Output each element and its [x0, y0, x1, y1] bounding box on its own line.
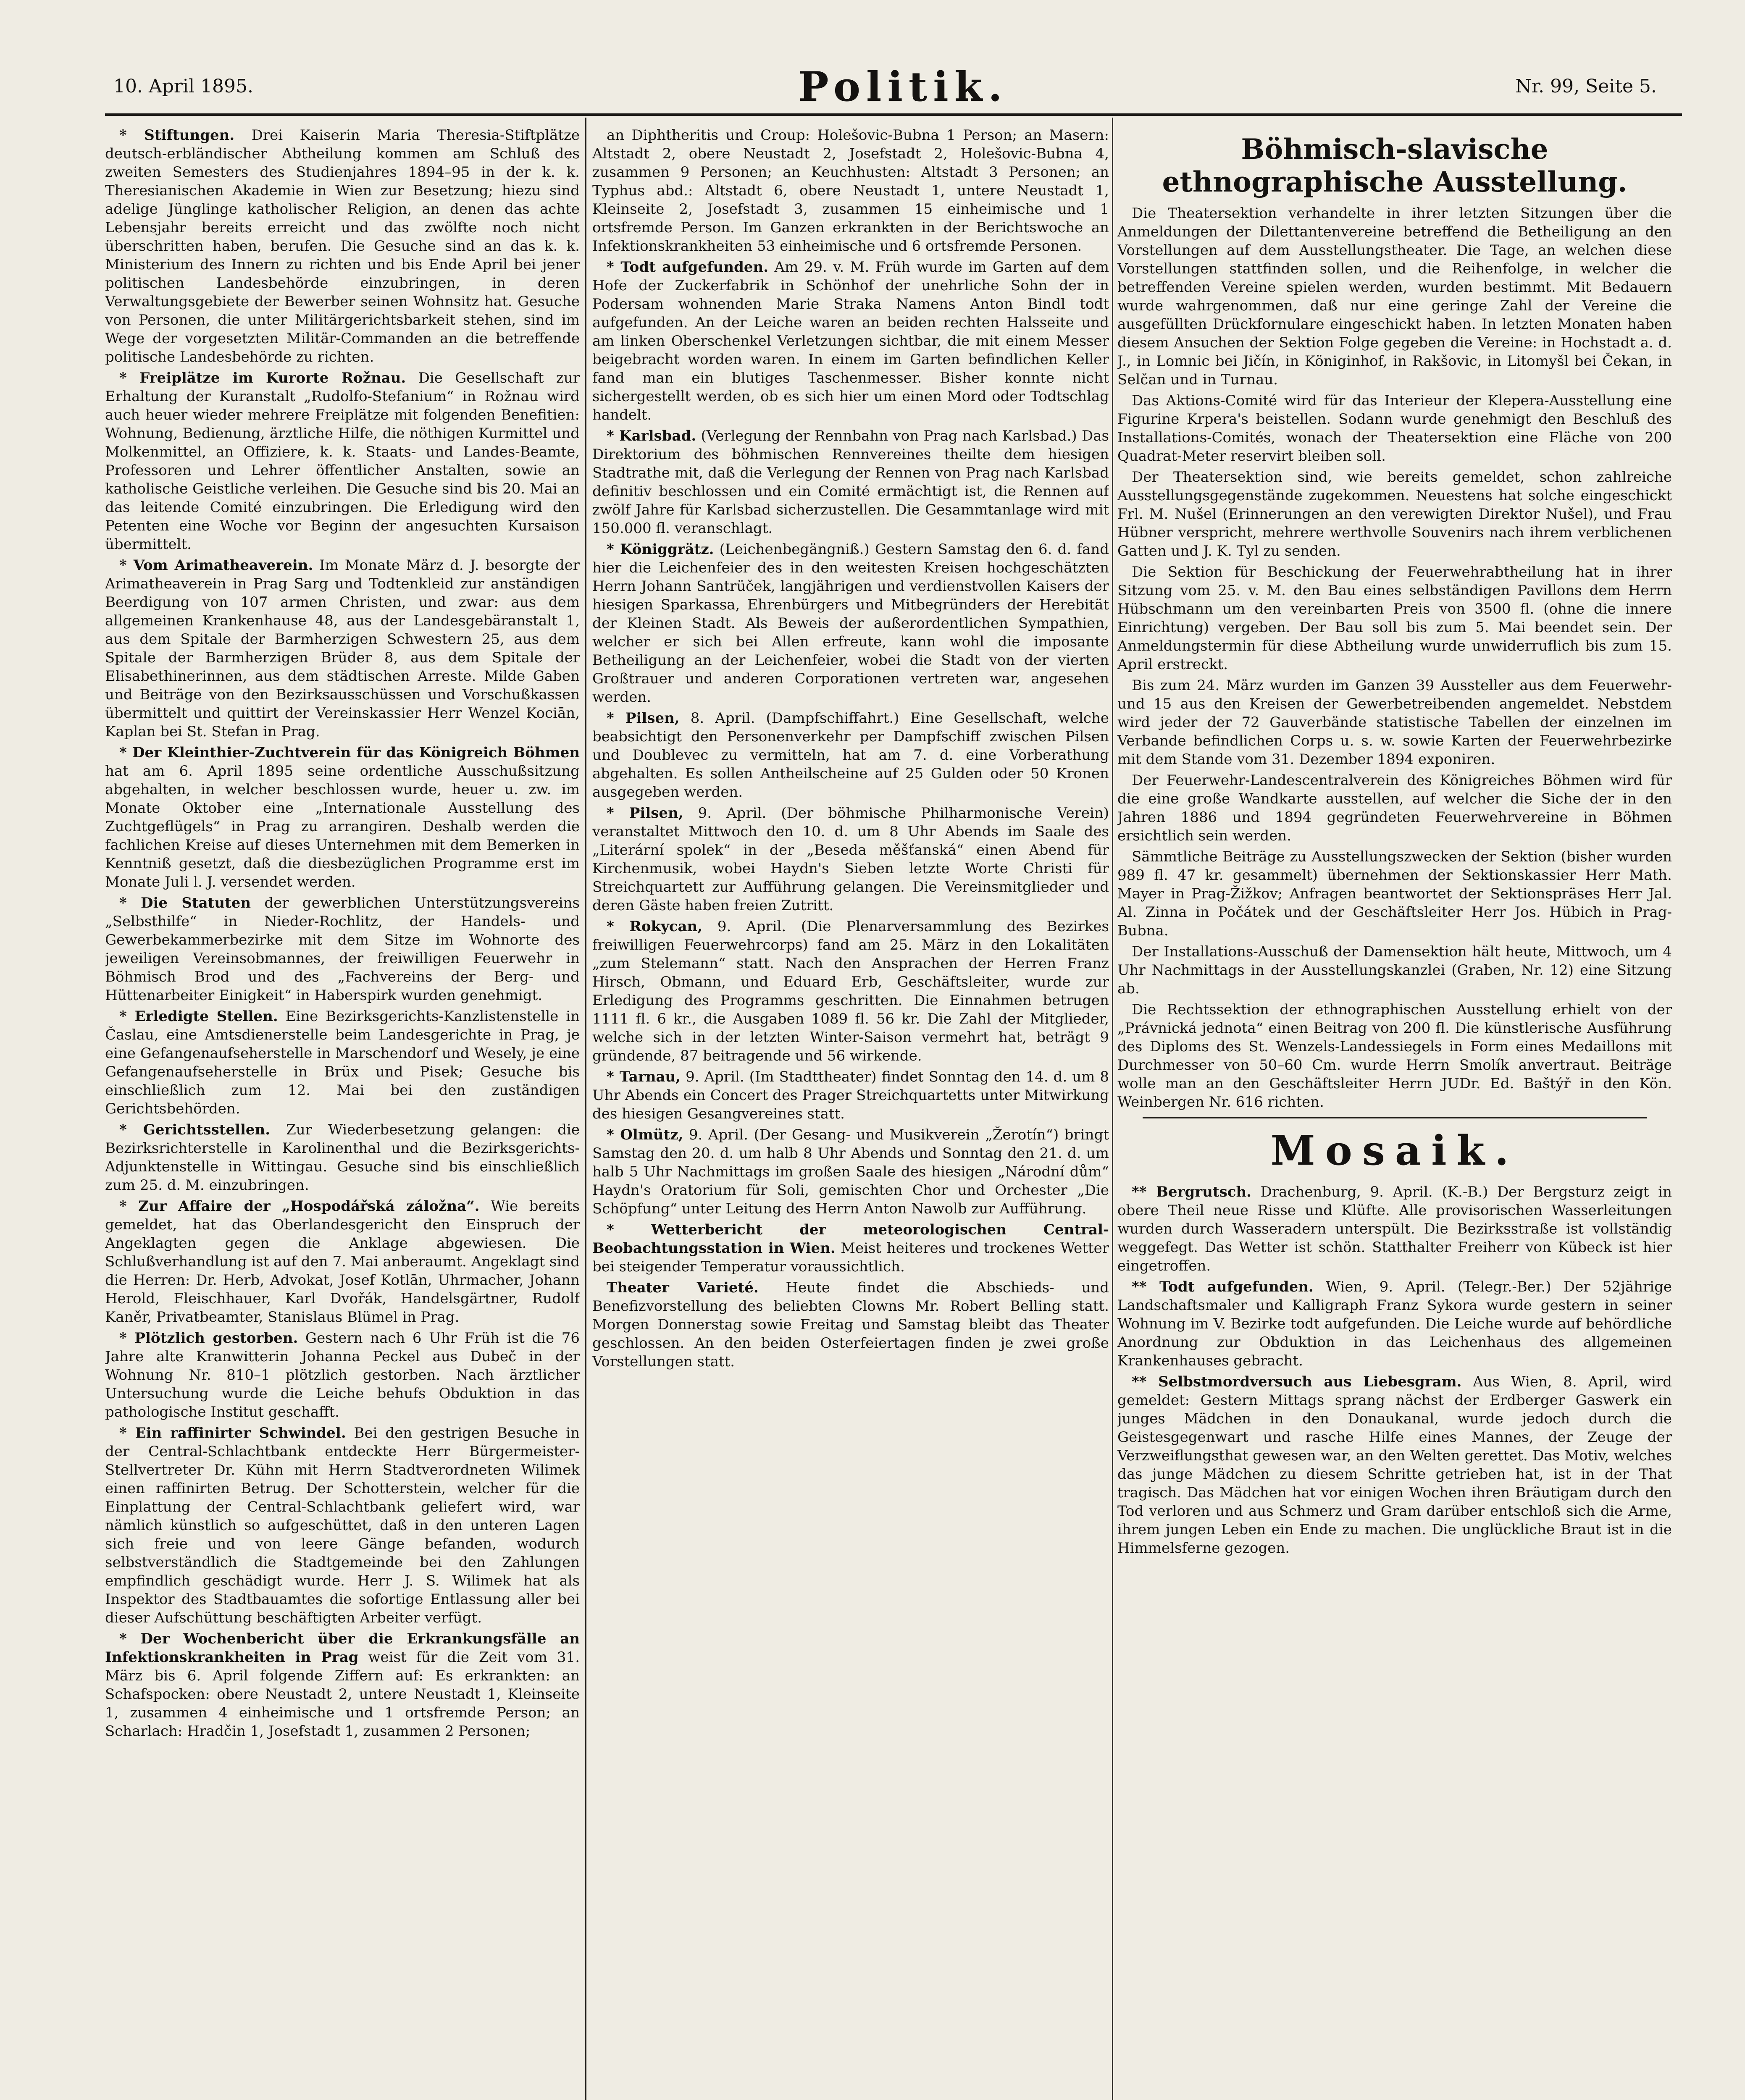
article-lead: * Die Statuten [119, 895, 251, 911]
article-lead: * Stiftungen. [119, 127, 235, 144]
article-text: Die Gesellschaft zur Erhaltung der Kuranstalt „Rudolfo-Stefanium“ in Rožnau wird auch heuer wieder mehrere Freiplätze mit folgenden Benefitien: Wohnung, Bedienung, ärztliche Hilfe, die nöthigen Kurmittel und Molkenmittel, an Offiziere, k. k. Staats- und Landes-Beamte, Professoren und Lehrer öffentlicher Anstalten, sowie an katholische Geistliche verleihen. Die Gesuche sind bis 20. Mai an das leitende Comité einzubringen. Die Erledigung wird den Petenten eine Woche vor Beginn der angesuchten Kursaison übermittelt. [105, 370, 580, 553]
article-text: Meist heiteres und trockenes Wetter bei steigender Temperatur voraussichtlich. [592, 1240, 1109, 1275]
exhibition-paragraph: Die Sektion für Beschickung der Feuerwehrabtheilung hat in ihrer Sitzung vom 25. v. M. den Bau eines selbständigen Pavillons dem Herrn Hübschmann um den vereinbarten Preis von 3500 fl. (ohne die innere Einrichtung) vergeben. Der Bau soll bis zum 5. Mai beendet sein. Der Anmeldungstermin für diese Abtheilung wurde unwiderruflich bis zum 15. April erstreckt. [1117, 564, 1672, 673]
article-text: Gestern nach 6 Uhr Früh ist die 76 Jahre alte Kranwitterin Johanna Peckel aus Dubeč in der Wohnung Nr. 810–1 plötzlich gestorben. Nach ärztlicher Untersuchung wurde die Leiche behufs Obduktion in das pathologische Institut geschafft. [105, 1330, 580, 1420]
news-article [105, 894, 580, 1005]
article-lead: * Todt aufgefunden. [607, 259, 769, 276]
mosaik-articles [1117, 1183, 1672, 1557]
article-lead: * Der Kleinthier-Zuchtverein für das Königreich Böhmen [119, 744, 580, 761]
article-text: (Verlegung der Rennbahn von Prag nach Karlsbad.) Das Direktorium des böhmischen Rennvereines theilte dem hiesigen Stadtrathe mit, daß die Verlegung der Rennen von Prag nach Karlsbad definitiv beschlossen und ein Comité ermächtigt ist, die Rennen auf zwölf Jahre für Karlsbad sicherzustellen. Die Gesammtanlage wird mit 150.000 fl. veranschlagt. [592, 428, 1109, 537]
article-text: Heute findet die Abschieds- und Benefizvorstellung des beliebten Clowns Mr. Robert Belling statt. Morgen Donnerstag sowie Freitag und Samstag bleibt das Theater geschlossen. An den beiden Osterfeiertagen finden je zwei große Vorstellungen statt. [592, 1279, 1109, 1370]
news-article [592, 126, 1109, 255]
article-lead: * Freiplätze im Kurorte Rožnau. [119, 370, 406, 386]
mosaik-heading: Mosaik. [1270, 1127, 1519, 1174]
exhibition-paragraph: Die Rechtssektion der ethnographischen Ausstellung erhielt von der „Právnická jednota“ einen Beitrag von 200 fl. Die künstlerische Ausführung des Diploms des St. Wenzels-Landessiegels in Form eines Medaillons mit Durchmesser von 50–60 Cm. wurde Herrn Smolík anvertraut. Beiträge wolle man an den Geschäftsleiter Herrn JUDr. Ed. Baštýř in den Kön. Weinbergen Nr. 616 richten. [1117, 1001, 1672, 1110]
news-article [105, 1630, 580, 1740]
article-lead: * Olmütz, [607, 1126, 683, 1143]
article-text: hat am 6. April 1895 seine ordentliche Ausschußsitzung abgehalten, in welcher beschlossen wurde, heuer u. zw. im Monate Oktober eine „Internationale Ausstellung des Zuchtgeflügels“ in Prag zu arrangiren. Deshalb werden die fachlichen Kreise auf dieses Unternehmen mit dem Bemerken in Kenntniß gesetzt, daß die diesbezüglichen Programme erst im Monate Juli l. J. versendet werden. [105, 763, 580, 890]
exhibition-paragraph: Die Theatersektion verhandelte in ihrer letzten Sitzungen über die Anmeldungen der Dilettantenvereine betreffend die Betheiligung an den Vorstellungen auf dem Ausstellungstheater. Die Tage, an welchen diese Vorstellungen stattfinden sollen, und die Reihenfolge, in welcher die betreffenden Vereine spielen werden, wurden bestimmt. Mit Bedauern wurde wahrgenommen, daß nur eine geringe Zahl der Vereine die ausgefüllten Drückfornulare eingeschickt haben. In letzten Monaten haben diesem Ansuchen der Sektion Folge gegeben die Vereine: in Hochstadt a. d. J., in Lomnic bei Jičín, in Königinhof, in Rakšovic, in Litomyšl bei Čekan, in Selčan und in Turnau. [1117, 205, 1672, 388]
news-article [105, 1424, 580, 1627]
article-lead: ** Selbstmordversuch aus Liebesgram. [1132, 1373, 1462, 1390]
article-text: weist für die Zeit vom 31. März bis 6. April folgende Ziffern auf: Es erkrankten: an Schafspocken: obere Neustadt 2, untere Neustadt 1, Kleinseite 1, zusammen 4 einheimische und 1 ortsfremde Person; an Scharlach: Hradčin 1, Josefstadt 1, zusammen 2 Personen; [105, 1649, 580, 1740]
article-lead: ** Bergrutsch. [1132, 1184, 1252, 1200]
news-article [1117, 1183, 1672, 1275]
news-article [105, 1007, 580, 1118]
article-text: Drachenburg, 9. April. (K.-B.) Der Bergsturz zeigt in obere Theil neue Risse und Klüfte. Alle provisorischen Wasserleitungen wurden durch Wasseradern unterspült. Die Bezirksstraße ist vollständig weggefegt. Das Wetter ist schön. Statthalter Freiherr von Kübeck ist hier eingetroffen. [1117, 1184, 1672, 1274]
article-text: 8. April. (Dampfschiffahrt.) Eine Gesellschaft, welche beabsichtigt den Personenverkehr per Dampfschiff zwischen Pilsen und Doublevec zu vermitteln, hat am 7. d. eine Vorberathung abgehalten. Es sollen Antheilscheine auf 25 Gulden oder 50 Kronen ausgegeben werden. [592, 710, 1109, 801]
news-article [592, 427, 1109, 538]
column-divider [585, 118, 586, 2100]
exhibition-article [1117, 204, 1672, 1111]
exhibition-heading: Böhmisch-slavische ethnographische Ausstellung. [1162, 133, 1627, 198]
exhibition-paragraph: Der Installations-Ausschuß der Damensektion hält heute, Mittwoch, um 4 Uhr Nachmittags in der Ausstellungskanzlei (Graben, Nr. 12) eine Sitzung ab. [1117, 943, 1672, 997]
column-divider [1112, 118, 1113, 2100]
article-text: der gewerblichen Unterstützungsvereins „Selbsthilfe“ in Nieder-Rochlitz, der Handels- und Gewerbekammerbezirke mit dem Sitze im Wohnorte des jeweiligen Vereinsobmannes, der freiwilligen Feuerwehr in Böhmisch Brod und des „Fachvereins der Berg- und Hüttenarbeiter Einigkeit“ in Haberspirk wurden genehmigt. [105, 895, 580, 1004]
article-text: Eine Bezirksgerichts-Kanzlistenstelle in Časlau, eine Amtsdienerstelle beim Landesgerichte in Prag, je eine Gefangenaufseherstelle in Marschendorf und Wesely, je eine Gefangenaufseherstelle in Brüx und Pisek; Gesuche bis einschließlich zum 12. Mai bei den zuständigen Gerichtsbehörden. [105, 1008, 580, 1117]
exhibition-paragraph: Der Feuerwehr-Landescentralverein des Königreiches Böhmen wird für die eine große Wandkarte ausstellen, auf welcher die Siche der in den Jahren 1886 und 1894 gegründeten Feuerwehrvereine in Böhmen ersichtlich sein werden. [1117, 772, 1672, 844]
article-lead: Theater Varieté. [607, 1279, 759, 1296]
article-lead: * Ein raffinirter Schwindel. [119, 1425, 346, 1441]
article-lead: * Vom Arimatheaverein. [119, 557, 313, 574]
news-article [105, 126, 580, 366]
article-text: Zur Wiederbesetzung gelangen: die Bezirksrichterstelle in Karolinenthal und die Bezirksgerichts-Adjunktenstelle in Wittingau. Gesuche sind bis einschließlich zum 25. d. M. einzubringen. [105, 1121, 580, 1194]
article-text: (Leichenbegängniß.) Gestern Samstag den 6. d. fand hier die Leichenfeier des in den weitesten Kreisen hochgeschätzten Herrn Johann Santrüček, langjährigen und verdienstvollen Kaisers der hiesigen Sparkassa, Ehrenbürgers und Mitbegründers der Herebität der Kleinen Stadt. Als Beweis der außerordentlichen Sympathien, welcher er sich bei Allen erfreute, kann wohl die imposante Betheiligung an der Leichenfeier, wobei die Stadt von der vierten Großtrauer und anderen Corporationen vertreten war, angesehen werden. [592, 541, 1109, 706]
news-article [105, 1197, 580, 1326]
article-text: Wien, 9. April. (Telegr.-Ber.) Der 52jährige Landschaftsmaler und Kalligraph Franz Sykora wurde gestern in seiner Wohnung im V. Bezirke todt aufgefunden. Die Leiche wurde auf behördliche Anordnung zur Obduktion in das Leichenhaus des allgemeinen Krankenhauses gebracht. [1117, 1278, 1672, 1369]
article-text: 9. April. (Die Plenarversammlung des Bezirkes freiwilligen Feuerwehrcorps) fand am 25. März in den Lokalitäten „zum Stelemann“ statt. Nach den Ansprachen der Herren Franz Hirsch, Obmann, und Eduard Erb, Geschäftsleiter, wurde zur Erledigung des Programms geschritten. Die Einnahmen betrugen 1111 fl. 6 kr., die Ausgaben 1089 fl. 56 kr. Die Zahl der Mitglieder, welche sich in der letzten Winter-Saison vermehrt hat, beträgt 9 gründende, 87 beitragende und 56 wirkende. [592, 918, 1109, 1064]
news-article [1117, 1373, 1672, 1557]
article-text: an Diphtheritis und Croup: Holešovic-Bubna 1 Person; an Masern: Altstadt 2, obere Neustadt 2, Josefstadt 2, Holešovic-Bubna 4, zusammen 9 Personen; an Keuchhusten: Altstadt 3 Personen; an Typhus abd.: Altstadt 6, obere Neustadt 1, untere Neustadt 1, Kleinseite 2, Josefstadt 3, zusammen 15 einheimische und 1 ortsfremde Person. Im Ganzen erkrankten in der Berichtswoche an Infektionskrankheiten 53 einheimische und 6 ortsfremde Personen. [592, 127, 1109, 255]
page-header [0, 0, 1745, 126]
exhibition-paragraph: Das Aktions-Comité wird für das Interieur der Klepera-Ausstellung eine Figurine Krpera's beistellen. Sodann wurde genehmigt den Beschluß des Installations-Comités, wonach der Theatersektion eine Fläche von 200 Quadrat-Meter reservirt bleiben soll. [1117, 392, 1672, 465]
article-lead: * Karlsbad. [607, 428, 696, 444]
section-title: Politik. [798, 63, 1008, 110]
issue-date: 10. April 1895. [113, 76, 254, 97]
news-article [1117, 1278, 1672, 1370]
article-lead: * Pilsen, [607, 710, 680, 727]
article-lead: * Rokycan, [607, 918, 703, 935]
article-lead: * Gerichtsstellen. [119, 1121, 271, 1138]
news-article [592, 1126, 1109, 1218]
news-article [592, 1278, 1109, 1371]
news-article [592, 917, 1109, 1065]
article-text: Im Monate März d. J. besorgte der Arimatheaverein in Prag Sarg und Todtenkleid zur anständigen Beerdigung von 107 armen Christen, und zwar: aus dem allgemeinen Krankenhause 48, aus der Landesgebäranstalt 1, aus dem Spitale der Barmherzigen Schwestern 25, aus dem Spitale der Barmherzigen Brüder 8, aus dem Spitale der Elisabethinerinnen, aus dem städtischen Arreste. Milde Gaben und Beiträge von den Bezirksausschüssen und Vorschußkassen übermittelt und quittirt der Vereinskassier Herr Wenzel Kociān, Kaplan bei St. Stefan in Prag. [105, 557, 580, 740]
article-lead: * Wetterbericht der meteorologischen Central-Beobachtungsstation in Wien. [592, 1221, 1109, 1257]
exhibition-paragraph: Sämmtliche Beiträge zu Ausstellungszwecken der Sektion (bisher wurden 989 fl. 47 kr. gesammelt) übernehmen der Sektionskassier Herr Math. Mayer in Prag-Žižkov; Anfragen beantwortet der Sektionspräses Herr Jal. Al. Zinna in Počátek und der Geschäftsleiter Herr Jos. Hübich in Prag-Bubna. [1117, 848, 1672, 939]
section-rule [1143, 1117, 1647, 1118]
article-text: 9. April. (Im Stadttheater) findet Sonntag den 14. d. um 8 Uhr Abends ein Concert des Prager Streichquartetts unter Mitwirkung des hiesigen Gesangvereines statt. [592, 1068, 1109, 1122]
column-middle [592, 126, 1109, 2100]
news-article [592, 709, 1109, 801]
news-article [592, 540, 1109, 706]
news-article [592, 1068, 1109, 1123]
article-lead: * Der Wochenbericht über die Erkrankungsfälle an Infektionskrankheiten in Prag [105, 1630, 580, 1666]
column-right [1117, 126, 1672, 2100]
news-article [105, 743, 580, 891]
article-lead: * Erledigte Stellen. [119, 1008, 278, 1025]
news-article [105, 1121, 580, 1194]
header-rule [105, 113, 1682, 116]
exhibition-paragraph: Bis zum 24. März wurden im Ganzen 39 Aussteller aus dem Feuerwehr- und 15 aus den Kreisen der Gewerbetreibenden angemeldet. Nebstdem wird jeder der 72 Gauverbände statistische Tabellen der einzelnen im Verbande befindlichen Corps u. s. w. sowie Karten der Feuerwehrbezirke mit dem Stande vom 31. Dezember 1894 exponiren. [1117, 677, 1672, 768]
news-article [592, 1221, 1109, 1276]
article-text: 9. April. (Der böhmische Philharmonische Verein) veranstaltet Mittwoch den 10. d. um 8 Uhr Abends im Saale des „Literární spolek“ in der „Beseda měšťanská“ einen Abend für Kirchenmusik, wobei Haydn's Sieben letzte Worte Christi für Streichquartett zur Aufführung gelangen. Die Vereinsmitglieder und deren Gäste haben freien Zutritt. [592, 805, 1109, 914]
news-article [105, 1329, 580, 1421]
column-left [105, 126, 580, 2100]
article-lead: * Pilsen, [607, 805, 683, 822]
article-lead: * Königgrätz. [607, 541, 714, 558]
issue-page-number: Nr. 99, Seite 5. [1515, 76, 1657, 97]
article-text: 9. April. (Der Gesang- und Musikverein „Žerotín“) bringt Samstag den 20. d. um halb 8 Uhr Abends und Sonntag den 21. d. um halb 5 Uhr Nachmittags im großen Saale des hiesigen „Národní dům“ Haydn's Oratorium für Soli, gemischten Chor und Orchester „Die Schöpfung“ unter Leitung des Herrn Anton Nawolb zur Aufführung. [592, 1126, 1109, 1217]
article-text: Wie bereits gemeldet, hat das Oberlandesgericht den Einspruch der Angeklagten gegen die Anklage abgewiesen. Die Schlußverhandlung ist auf den 7. Mai anberaumt. Angeklagt sind die Herren: Dr. Herb, Advokat, Josef Kotlān, Uhrmacher, Johann Herold, Fleischhauer, Karl Dvořák, Handelsgärtner, Rudolf Kaněr, Privatbeamter, Stanislaus Blümel in Prag. [105, 1198, 580, 1326]
news-article [592, 258, 1109, 424]
exhibition-paragraph: Der Theatersektion sind, wie bereits gemeldet, schon zahlreiche Ausstellungsgegenstände zugekommen. Neuestens hat solche eingeschickt Frl. M. Nušel (Erinnerungen an den verewigten Direktor Nušel), und Frau Hübner verspricht, mehrere werthvolle Souvenirs nach ihrem verblichenen Gatten und J. K. Tyl zu senden. [1117, 469, 1672, 559]
article-text: Drei Kaiserin Maria Theresia-Stiftplätze deutsch-erbländischer Abtheilung kommen am Schluß des zweiten Semesters des Studienjahres 1894–95 in der k. k. Theresianischen Akademie in Wien zur Besetzung; hiezu sind adelige Jünglinge katholischer Religion, an denen das achte Lebensjahr bereits erreicht und das zwölfte noch nicht überschritten haben, berufen. Die Gesuche sind an das k. k. Ministerium des Innern zu richten und bis Ende April bei jener politischen Landesbehörde einzubringen, in deren Verwaltungsgebiete der Bewerber seinen Wohnsitz hat. Gesuche von Personen, die unter Militärgerichtsbarkeit stehen, sind im Wege der vorgesetzten Militär-Commanden an die betreffende politische Landesbehörde zu richten. [105, 127, 580, 365]
article-lead: * Zur Affaire der „Hospodářská záložna“. [119, 1198, 480, 1215]
article-lead: ** Todt aufgefunden. [1132, 1278, 1314, 1295]
article-text: Aus Wien, 8. April, wird gemeldet: Gestern Mittags sprang nächst der Erdberger Gaswerk ein junges Mädchen in den Donaukanal, wurde jedoch durch die Geistesgegenwart und rasche Hilfe eines Mannes, der Zeuge der Verzweiflungsthat gewesen war, an den Welten gerettet. Das Motiv, welches das junge Mädchen zu diesem Schritte getrieben hat, ist in der That tragisch. Das Mädchen hat vor einigen Wochen ihren Bräutigam durch den Tod verloren und aus Schmerz und Gram darüber entschloß sich die Arme, ihrem jungen Leben ein Ende zu machen. Die unglückliche Braut ist in die Himmelsferne gezogen. [1117, 1373, 1672, 1557]
news-article [105, 369, 580, 554]
news-article [592, 804, 1109, 915]
article-lead: * Plötzlich gestorben. [119, 1330, 298, 1347]
article-lead: * Tarnau, [607, 1068, 681, 1085]
news-article [105, 556, 580, 741]
article-text: Bei den gestrigen Besuche in der Central-Schlachtbank entdeckte Herr Bürgermeister-Stellvertreter Dr. Kühn mit Herrn Stadtverordneten Wilimek einen raffinirten Betrug. Der Schotterstein, welcher für die Einplattung der Central-Schlachtbank geliefert wird, war nämlich künstlich so aufgeschüttet, daß in den unteren Lagen sich freie und von leere Gänge befanden, wodurch selbstverständlich die Stadtgemeinde bei den Zahlungen empfindlich geschädigt wurde. Herr J. S. Wilimek hat als Inspektor des Stadtbauamtes die sofortige Entlassung aller bei dieser Aufschüttung beschäftigten Arbeiter verfügt. [105, 1425, 580, 1626]
article-text: Am 29. v. M. Früh wurde im Garten auf dem Hofe der Zuckerfabrik in Schönhof der unehrliche Sohn der in Podersam wohnenden Marie Straka Namens Anton Bindl todt aufgefunden. An der Leiche waren an beiden rechten Halsseite und am linken Oberschenkel Verletzungen sichtbar, die mit einem Messer beigebracht worden waren. In einem im Garten befindlichen Keller fand man ein blutiges Taschenmesser. Bisher konnte nicht sichergestellt werden, ob es sich hier um einen Mord oder Todtschlag handelt. [592, 259, 1109, 423]
